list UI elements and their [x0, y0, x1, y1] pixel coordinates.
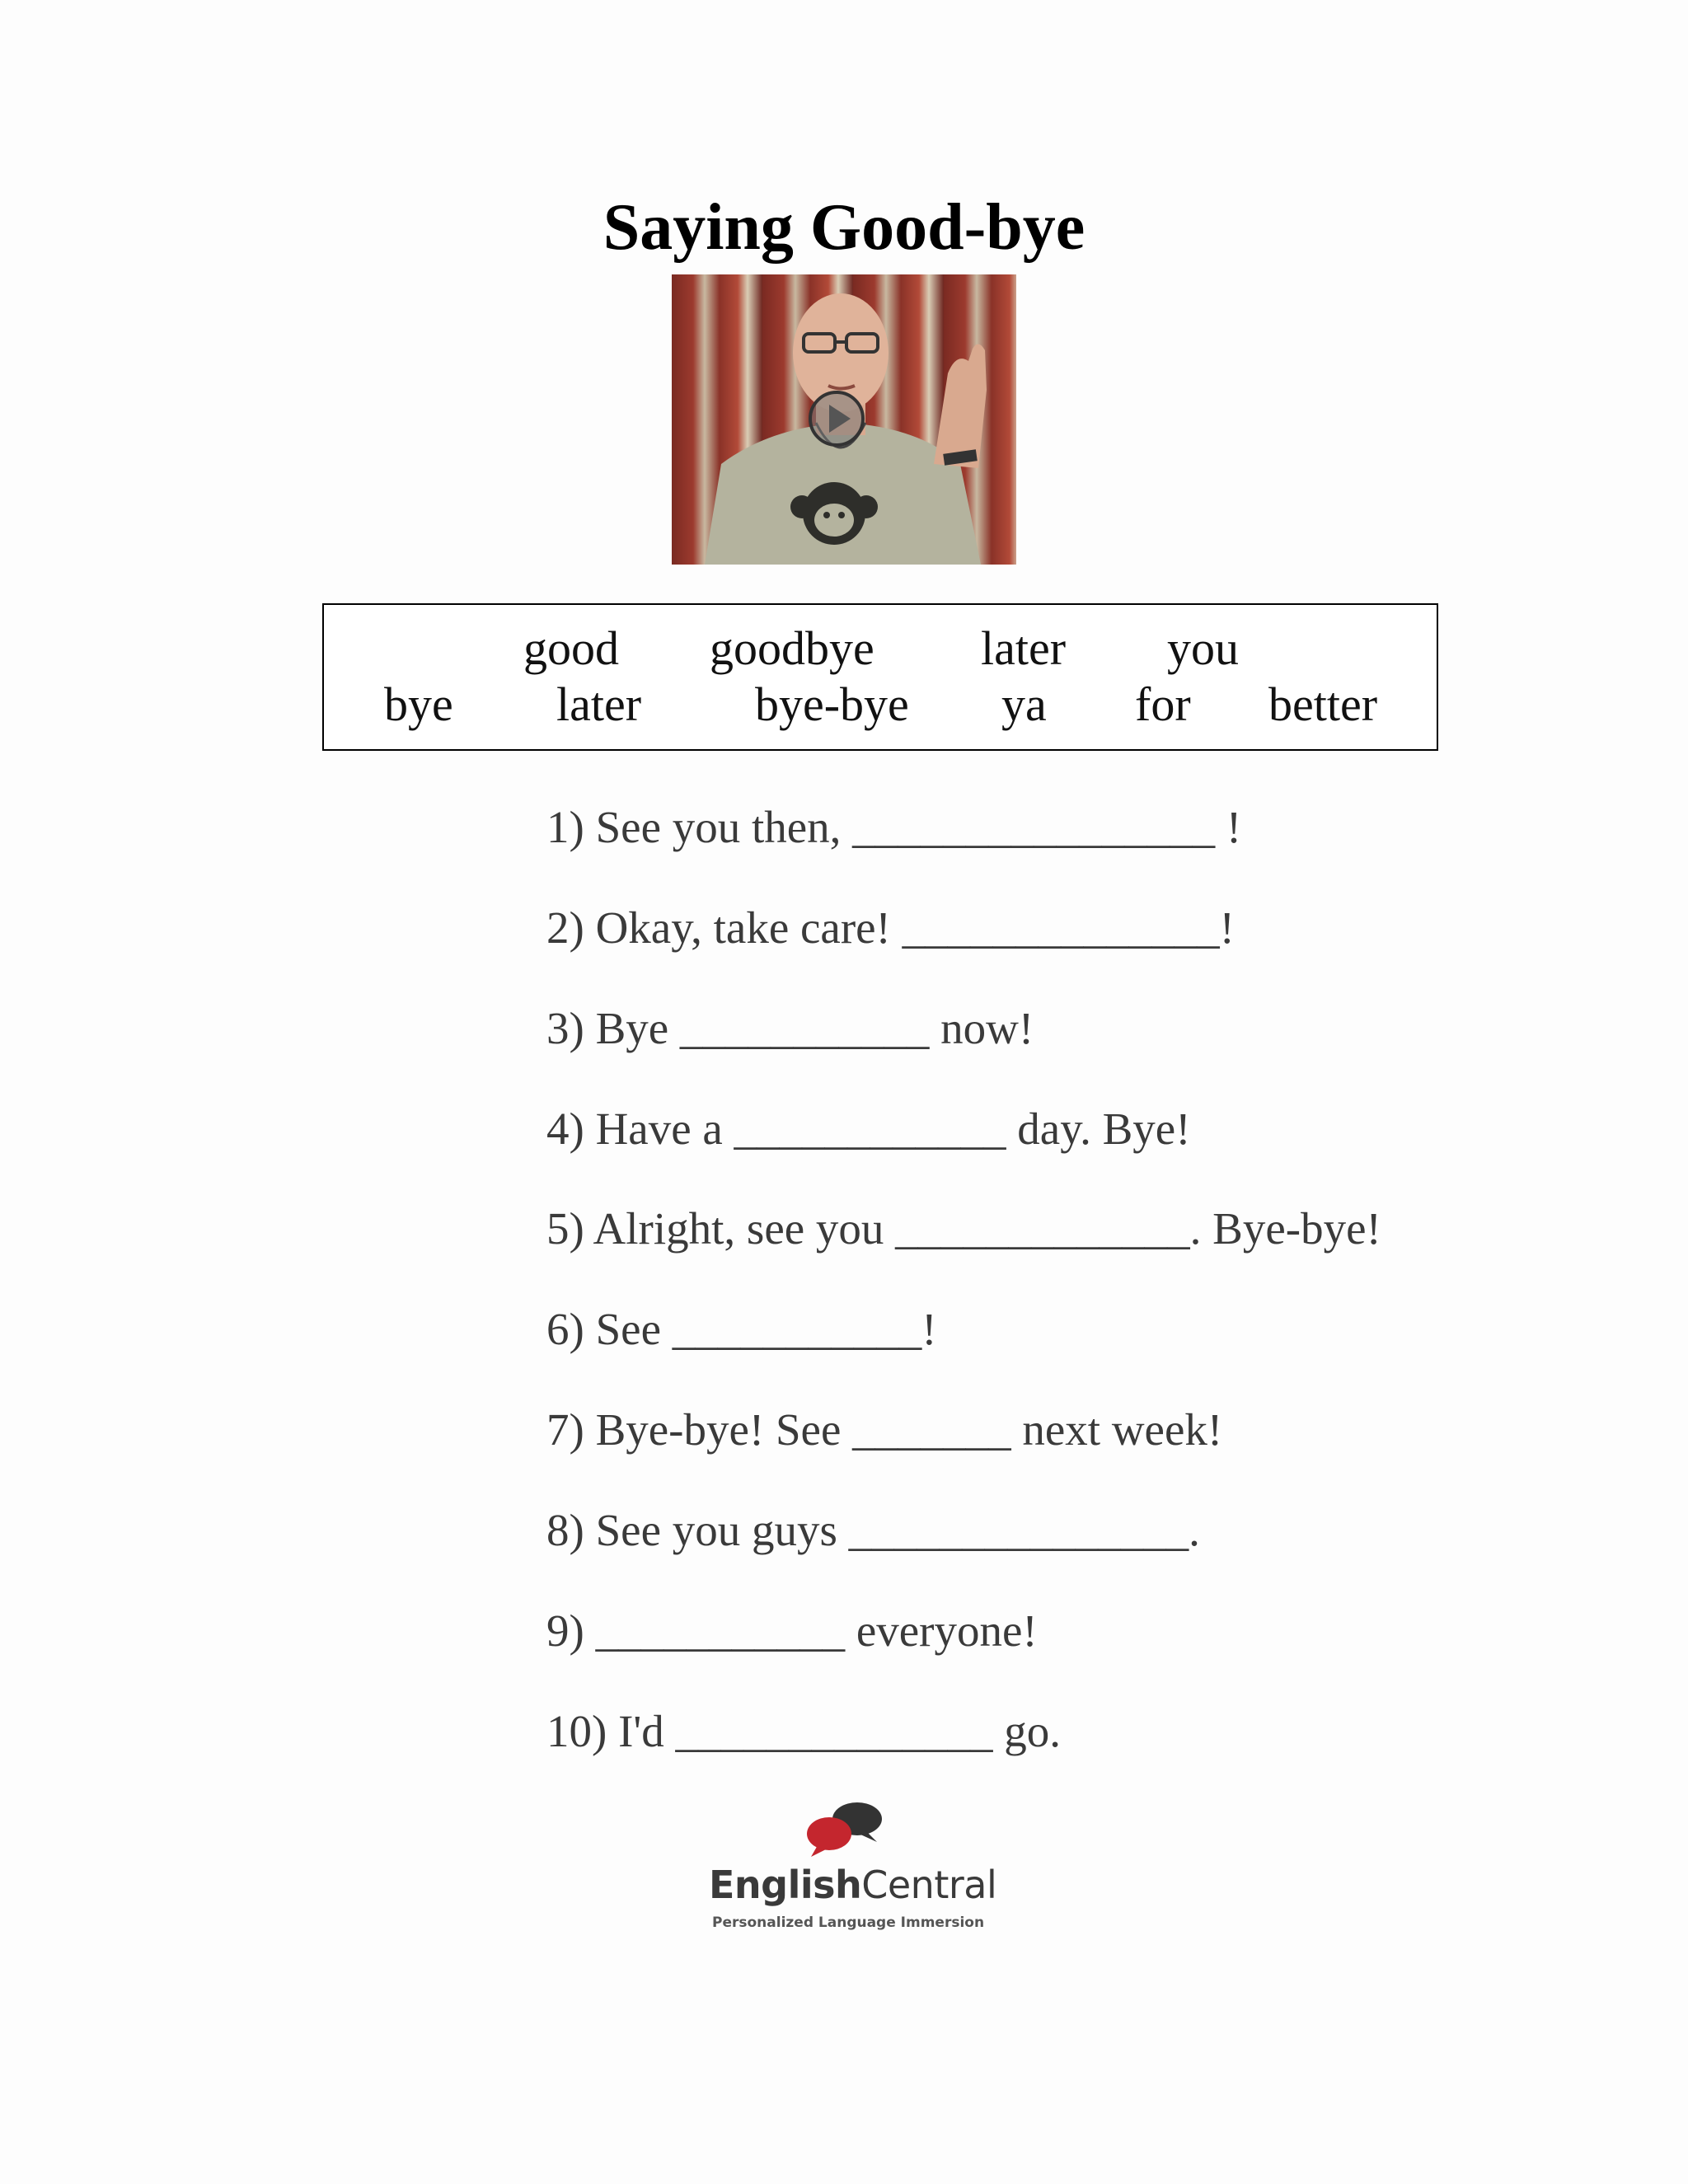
word-bank-item: for	[1135, 677, 1191, 731]
question-7	[546, 1404, 1223, 1455]
word-bank-item: better	[1268, 677, 1378, 731]
question-text: Alright, see you _____________. Bye-bye!	[593, 1203, 1381, 1254]
question-number: 8)	[546, 1505, 584, 1555]
question-8	[546, 1507, 1200, 1553]
question-text: I'd ______________ go.	[618, 1706, 1062, 1756]
speech-bubbles-icon	[806, 1801, 889, 1858]
question-number: 7)	[546, 1404, 584, 1455]
logo-brand-regular: Central	[861, 1863, 997, 1907]
question-number: 6)	[546, 1304, 584, 1354]
question-number: 5)	[546, 1203, 584, 1254]
question-text: See you then, ________________ !	[595, 802, 1242, 852]
word-bank-item: ya	[1001, 677, 1047, 731]
question-1	[546, 804, 1241, 850]
logo-tagline: Personalized Language Immersion	[712, 1915, 985, 1931]
question-text: See you guys _______________.	[595, 1505, 1200, 1555]
word-bank-item: later	[981, 621, 1067, 675]
question-2	[546, 902, 1235, 953]
logo-brand-bold: English	[709, 1863, 862, 1907]
question-5	[546, 1203, 1381, 1254]
englishcentral-logo	[709, 1801, 997, 1933]
word-bank-item: good	[523, 621, 619, 675]
question-10	[546, 1708, 1061, 1754]
question-number: 1)	[546, 802, 584, 852]
word-bank	[322, 603, 1438, 751]
question-number: 10)	[546, 1706, 607, 1756]
question-text: Have a ____________ day. Bye!	[595, 1104, 1191, 1154]
logo-wordmark	[709, 1863, 996, 1907]
question-9	[546, 1605, 1038, 1656]
word-bank-item: you	[1167, 621, 1239, 675]
word-bank-item: bye	[384, 677, 453, 731]
question-6	[546, 1306, 937, 1352]
question-text: Bye ___________ now!	[595, 1003, 1034, 1053]
question-number: 9)	[546, 1605, 584, 1656]
word-bank-item: bye-bye	[755, 677, 909, 731]
question-number: 4)	[546, 1104, 584, 1154]
video-thumbnail[interactable]	[672, 274, 1016, 565]
question-4	[546, 1104, 1191, 1154]
question-text: ___________ everyone!	[595, 1605, 1038, 1656]
question-text: Okay, take care! ______________!	[595, 902, 1235, 953]
question-number: 2)	[546, 902, 584, 953]
play-icon[interactable]	[808, 390, 865, 448]
question-text: Bye-bye! See _______ next week!	[595, 1404, 1223, 1455]
question-text: See ___________!	[595, 1304, 937, 1354]
page-title: Saying Good-bye	[603, 191, 1085, 264]
word-bank-item: goodbye	[710, 621, 874, 675]
question-number: 3)	[546, 1003, 584, 1053]
word-bank-item: later	[556, 677, 642, 731]
question-3	[546, 1005, 1034, 1051]
